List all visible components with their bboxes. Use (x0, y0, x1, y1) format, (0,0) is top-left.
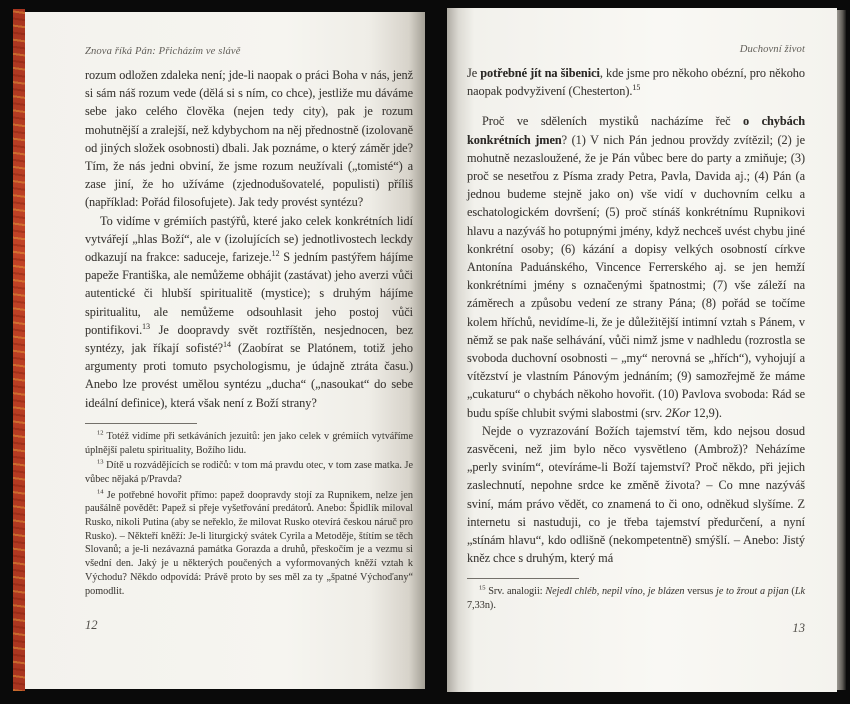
sup-text: 13 (142, 321, 150, 331)
text-run: Je (467, 66, 481, 80)
right-footnotes (467, 585, 805, 612)
footnote (85, 489, 413, 599)
bold-text: o chybách konkrétních jmen (467, 114, 805, 147)
footnote-marker: 13 (97, 458, 104, 466)
italic-text: je to žrout a pijan (715, 586, 789, 598)
text-run: Dítě u rozvádějících se rodičů: v tom má pravdu otec, v tom zase matka. Je vůbec nějaká p/Pravda? (85, 460, 413, 485)
paragraph (467, 64, 805, 100)
paragraph (467, 422, 805, 568)
left-body-text (85, 66, 413, 412)
text-run: Nejde o vyzrazování Božích tajemství těm, kdo nejsou dosud zasvěceni, než jim bylo něco vysvětleno (Ambrož)? Neházíme „perly sviním“, otevíráme-li Boží tajemství? Proč někdo, při jejich zaslechnutí, nepohne srdce ke změně života? – Co mne nazýváš sviní, mám právo vědět, co znamená to či ono, odněkud slyšíme. Z internetu si nastuduji, co je třeba tajemství předurčení, a nyní „stínám hlavu“, kdo odlišně (nekompetentně) smýšlí. – Anebo: Jistý kněz chce s druhým, který má (467, 423, 805, 566)
footnote (85, 459, 413, 486)
text-run: ? (1) V nich Pán jednou provždy zvítězil; (2) je mohutně nezasloužené, že je Pán vůbec bere do party a zmiňuje; (3) proč se nesetřou z Písma zrady Petra, Pavla, Davida aj.; (4) Pán (a jednou budeme stejně jako on) vše vidí v duchovním celku a eschatologickém dovršení; (5) proč stínáš konkrétnímu Rupnikovi hlavu a nazýváš ho potupnými jmény, když nechceš uvést chybu jiné konkrétní osoby; (6) kázání a dopisy velkých osobností církve Antonína Paduánského, Vincence Ferrerského aj. se jen hemží konkrétními jmény s označenými špatnostmi; (7) vše záleží na záměrech a způsobu vedení ze strany Pána; (8) pořád se točíme kolem hříchů, nevidíme-li, že je důležitější intimní vztah s Pánem, v němž se pak naše selhávání, vůči nimž jsme v nadhledu (rozrostla se svoboda duchovní osobnosti – „my“ nerovná se „hřích“), vyhojují a vítězství je vlastním Pánovým jednáním; (9) samozřejmě že máme „cukaturu“ o chybách někoho hovořit. (10) Pavlova svoboda: Rád se budu spíše chlubit svými slabostmi (srv. (467, 132, 805, 420)
text-run: 7,33n). (467, 600, 496, 612)
right-body-text (467, 64, 805, 567)
text-run: 12,9). (690, 405, 722, 420)
left-running-header: Znova říká Pán: Přicházím ve slávě (85, 46, 241, 57)
right-running-header: Duchovní život (739, 44, 805, 55)
footnote-rule (467, 578, 579, 579)
text-run: Srv. analogii: (485, 586, 546, 598)
italic-text: Lk (794, 586, 806, 598)
right-footnote-block (467, 578, 805, 614)
sup-text: 15 (632, 83, 641, 93)
footnote (467, 585, 805, 612)
sup-text: 12 (271, 248, 280, 258)
text-run: Je potřebné hovořit přímo: papež doopravdy stojí za Rupnikem, nelze jen paušálně povědět: Papež si přeje vyšetřování predátorů. Anebo: Špidlík miloval Rusko, nikoli Putina (aby se neřeklo, že milovat Rusko otevírá českou náruč pro Rusko). – Někteří kněží: Je-li liturgický svátek Cyrila a Metoděje, štítím se těch Slovanů; a je-li nezávazná památka Gorazda a druhů, přeskočím je a vezmu si všední den. Jaký je u některých poučených a vyformovaných kněží vztah k Východu? Někdo odpovídá: Právě proto by ses měl za ty „špatné Výchoďany“ pomodlit. (85, 489, 413, 597)
right-page (447, 8, 837, 692)
footnote (85, 430, 413, 457)
left-footnotes (85, 430, 413, 598)
paragraph (85, 212, 413, 412)
text-run: rozum odložen zdaleka není; jde-li naopak o práci Boha v nás, jenž si sám náš rozum vede (dělá si s ním, co chce), jestliže mu dáváme sebe jako celého člověka (nejen tedy city), pak je rozum mohutnější a zralejší, než kdybychom na něj přednostně (izolovaně od jiných složek osobnosti) dbali. Jak poznáme, o který záměr jde? Tím, že nás jedni obviní, že jsme rozum neužívali („tomisté“) a zase jiní, že ho užíváme (zjednodušovatelé, populisti) příliš (například: Pořád filosofujete). Jak tedy provést syntézu? (85, 68, 413, 210)
footnote-rule (85, 423, 197, 424)
left-page (25, 12, 425, 689)
text-run: S jedním pastýřem hájíme papeže Františka, ale nemůžeme obhájit (zastávat) jeho averzi vůči autentické či hlubší spiritualitě (mystice); s druhým hájíme spiritualitu, ale nemůžeme odsouhlasit jeho postoj vůči pontifikovi. (85, 250, 414, 337)
text-run: Totéž vidíme při setkáváních jezuitů: jen jako celek v grémiích vytváříme úplnější paletu spirituality, Božího lidu. (85, 430, 413, 456)
left-page-number: 12 (85, 618, 98, 632)
footnote-marker: 15 (479, 585, 486, 593)
footnote-marker: 12 (97, 429, 104, 437)
right-page-number: 13 (792, 621, 805, 635)
italic-text: 2Kor (665, 405, 691, 420)
bold-text: potřebné jít na šibenici (480, 66, 600, 80)
text-run: To vidíme v grémiích pastýřů, které jako celek konkrétních lidí vytvářejí „hlas Boží“, ale v (izolujících se) jednotlivostech leckdy odkazují na frakce: saduceje, farizeje. (85, 213, 413, 265)
text-run: Proč ve sděleních mystiků nacházíme řeč (482, 114, 744, 129)
text-run: Je doopravdy svět roztříštěn, nesjednocen, bez syntézy, jak říkají sofisté? (85, 322, 413, 356)
book-cover-edge (13, 9, 25, 691)
text-run: , kde jsme pro někoho obézní, pro někoho naopak podvyživení (Chesterton). (467, 66, 805, 99)
paragraph (85, 66, 413, 212)
sup-text: 14 (223, 339, 231, 349)
paragraph (467, 112, 805, 421)
book-spine-shadow (425, 8, 447, 692)
text-run: (Zaobírat se Platónem, totiž jeho argumenty proti tomuto psychologismu, je údajně ztráta času.) Anebo lze provést umělou syntézu „ducha“ („nasoukat“ do sebe ideální definice), která však není z Boží strany? (85, 341, 413, 410)
footnote-marker: 14 (97, 488, 104, 496)
left-footnote-block (85, 423, 413, 600)
italic-text: Nejedl chléb, nepil víno, je blázen (545, 586, 685, 598)
page-fore-edge (837, 10, 846, 690)
text-run: ( (788, 586, 795, 598)
text-run: versus (684, 586, 716, 598)
